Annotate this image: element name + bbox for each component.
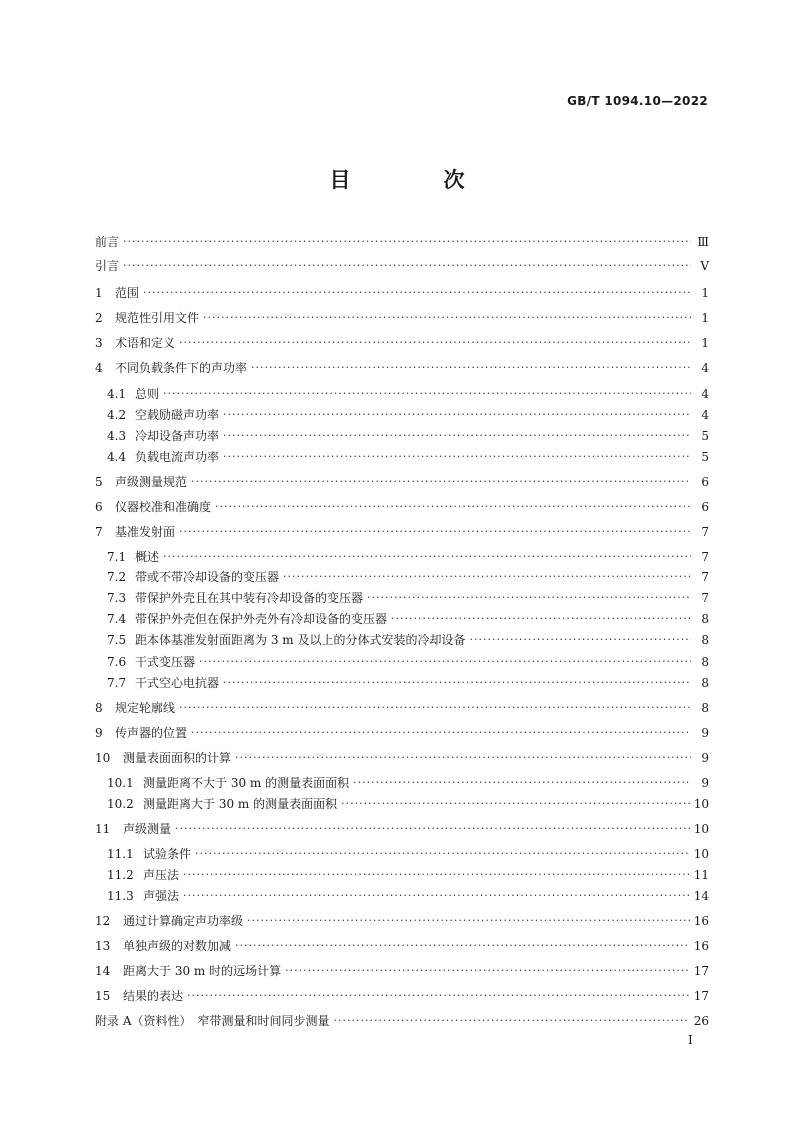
toc-text: 单独声级的对数加减	[123, 939, 232, 953]
toc-text: 测量表面面积的计算	[123, 751, 232, 765]
toc-text: 规定轮廓线	[115, 701, 176, 715]
toc-text: 引言	[95, 259, 120, 273]
toc-subentry[interactable]	[107, 771, 709, 791]
toc-text: 冷却设备声功率	[135, 429, 220, 443]
toc-text: 前言	[95, 235, 120, 249]
toc-entry[interactable]	[95, 281, 709, 301]
toc-page-number: 26	[693, 1014, 709, 1028]
dot-leader	[223, 428, 691, 444]
dot-leader	[123, 234, 691, 250]
dot-leader	[367, 590, 691, 606]
toc-subentry[interactable]	[107, 671, 709, 691]
toc-page-number: 7	[701, 591, 709, 605]
dot-leader	[163, 549, 691, 565]
toc-number: 2	[95, 311, 103, 325]
toc-page-number: 4	[701, 361, 709, 375]
toc-number: 14	[95, 964, 111, 978]
toc-text: 传声器的位置	[115, 726, 188, 740]
toc-entry[interactable]	[95, 356, 709, 376]
toc-number: 7.6	[107, 655, 127, 669]
toc-page-number: 7	[701, 570, 709, 584]
toc-page-number: 11	[693, 868, 709, 882]
dot-leader	[283, 569, 691, 585]
dot-leader	[143, 285, 691, 301]
toc-number: 4.1	[107, 387, 127, 401]
toc-page-number: 10	[693, 822, 709, 836]
toc-page-number: 8	[701, 655, 709, 669]
dot-leader	[163, 386, 691, 402]
dot-leader	[353, 775, 691, 791]
toc-text: 带或不带冷却设备的变压器	[135, 570, 280, 584]
dot-leader	[175, 821, 690, 837]
toc-page-number: 16	[693, 939, 709, 953]
toc-entry[interactable]	[95, 817, 709, 837]
toc-number: 12	[95, 914, 111, 928]
toc-page-number: Ⅲ	[697, 235, 709, 249]
toc-text: 距离大于 30 m 时的远场计算	[123, 964, 282, 978]
toc-number: 4.4	[107, 450, 127, 464]
dot-leader	[179, 335, 691, 351]
toc-page-number: 14	[693, 889, 709, 903]
toc-number: 3	[95, 336, 103, 350]
dot-leader	[199, 654, 691, 670]
toc-text: 带保护外壳且在其中装有冷却设备的变压器	[135, 591, 364, 605]
toc-number: 11.2	[107, 868, 134, 882]
toc-text: 不同负载条件下的声功率	[115, 361, 248, 375]
toc-subentry[interactable]	[107, 424, 709, 444]
toc-page-number: 17	[693, 989, 709, 1003]
dot-leader	[183, 867, 690, 883]
toc-number: 15	[95, 989, 111, 1003]
toc-text: 结果的表达	[123, 989, 184, 1003]
dot-leader	[235, 938, 690, 954]
toc-number: 11.1	[107, 847, 134, 861]
dot-leader	[247, 913, 690, 929]
toc-page-number: 16	[693, 914, 709, 928]
toc-text: 声压法	[143, 868, 180, 882]
page-title: 目 次	[329, 168, 501, 192]
dot-leader	[235, 750, 691, 766]
dot-leader	[123, 258, 691, 274]
toc-number: 7.2	[107, 570, 127, 584]
dot-leader	[391, 611, 691, 627]
toc-number: 7.4	[107, 612, 127, 626]
toc-page-number: 10	[693, 847, 709, 861]
dot-leader	[333, 1013, 689, 1029]
dot-leader	[469, 632, 691, 648]
toc-entry[interactable]	[95, 254, 709, 274]
toc-entry[interactable]	[95, 696, 709, 716]
toc-text: 空载励磁声功率	[135, 408, 220, 422]
toc-page-number: 4	[701, 408, 709, 422]
toc-subentry[interactable]	[107, 628, 709, 648]
toc-subentry[interactable]	[107, 565, 709, 585]
toc-subentry[interactable]	[107, 863, 709, 883]
toc-number: 1	[95, 286, 103, 300]
dot-leader	[285, 963, 690, 979]
dot-leader	[223, 675, 691, 691]
toc-number: 7	[95, 525, 103, 539]
toc-number: 9	[95, 726, 103, 740]
toc-text: 声强法	[143, 889, 180, 903]
toc-number: 10.2	[107, 797, 134, 811]
toc-page-number: Ⅴ	[700, 259, 709, 273]
toc-entry[interactable]	[95, 1009, 709, 1029]
toc-number: 4.3	[107, 429, 127, 443]
dot-leader	[191, 725, 691, 741]
toc-page-number: 1	[701, 336, 709, 350]
toc-entry[interactable]	[95, 470, 709, 490]
dot-leader	[215, 499, 691, 515]
toc-subentry[interactable]	[107, 842, 709, 862]
toc-page-number: 5	[701, 450, 709, 464]
toc-page-number: 6	[701, 500, 709, 514]
toc-entry[interactable]	[95, 331, 709, 351]
toc-number: 7.3	[107, 591, 127, 605]
toc-text: 仪器校准和准确度	[115, 500, 212, 514]
toc-text: 带保护外壳但在保护外壳外有冷却设备的变压器	[135, 612, 388, 626]
toc-page-number: 7	[701, 550, 709, 564]
dot-leader	[179, 524, 691, 540]
toc-entry[interactable]	[95, 909, 709, 929]
toc-text: 附录 A（资料性） 窄带测量和时间同步测量	[95, 1014, 330, 1028]
toc-text: 测量距离大于 30 m 的测量表面面积	[143, 797, 338, 811]
toc-text: 概述	[135, 550, 160, 564]
toc-entry[interactable]	[95, 959, 709, 979]
toc-page-number: 10	[693, 797, 709, 811]
toc-entry[interactable]	[95, 721, 709, 741]
toc-subentry[interactable]	[107, 650, 709, 670]
toc-page-number: 8	[701, 676, 709, 690]
toc-subentry[interactable]	[107, 382, 709, 402]
dot-leader	[187, 988, 690, 1004]
toc-subentry[interactable]	[107, 586, 709, 606]
toc-page-number: 17	[693, 964, 709, 978]
dot-leader	[223, 449, 691, 465]
dot-leader	[251, 360, 691, 376]
toc-text: 测量距离不大于 30 m 的测量表面面积	[143, 776, 350, 790]
toc-entry[interactable]	[95, 520, 709, 540]
toc-text: 距本体基准发射面距离为 3 m 及以上的分体式安装的冷却设备	[135, 633, 466, 647]
toc-page-number: 8	[701, 633, 709, 647]
toc-page-number: 5	[701, 429, 709, 443]
toc-number: 4	[95, 361, 103, 375]
toc-page-number: 1	[701, 311, 709, 325]
toc-number: 7.1	[107, 550, 127, 564]
toc-entry[interactable]	[95, 495, 709, 515]
toc-text: 术语和定义	[115, 336, 176, 350]
toc-number: 11.3	[107, 889, 134, 903]
toc-number: 10	[95, 751, 111, 765]
toc-page-number: 9	[701, 751, 709, 765]
toc-page-number: 8	[701, 612, 709, 626]
toc-text: 基准发射面	[115, 525, 176, 539]
toc-number: 7.7	[107, 676, 127, 690]
dot-leader	[195, 846, 690, 862]
toc-subentry[interactable]	[107, 884, 709, 904]
toc-page-number: 9	[701, 726, 709, 740]
dot-leader	[179, 700, 691, 716]
toc-subentry[interactable]	[107, 445, 709, 465]
toc-number: 13	[95, 939, 111, 953]
toc-entry[interactable]	[95, 746, 709, 766]
toc-number: 7.5	[107, 633, 127, 647]
toc-text: 声级测量规范	[115, 475, 188, 489]
toc-text: 通过计算确定声功率级	[123, 914, 244, 928]
dot-leader	[203, 310, 691, 326]
toc-text: 干式空心电抗器	[135, 676, 220, 690]
toc-page-number: 7	[701, 525, 709, 539]
toc-number: 8	[95, 701, 103, 715]
dot-leader	[183, 888, 690, 904]
toc-subentry[interactable]	[107, 403, 709, 423]
toc-text: 试验条件	[143, 847, 192, 861]
toc-entry[interactable]	[95, 230, 709, 250]
toc-page-number: 9	[701, 776, 709, 790]
toc-subentry[interactable]	[107, 792, 709, 812]
toc-subentry[interactable]	[107, 545, 709, 565]
toc-number: 6	[95, 500, 103, 514]
toc-text: 干式变压器	[135, 655, 196, 669]
toc-page-number: 8	[701, 701, 709, 715]
dot-leader	[223, 407, 691, 423]
toc-text: 声级测量	[123, 822, 172, 836]
standard-code: GB/T 1094.10—2022	[567, 94, 708, 108]
toc-text: 规范性引用文件	[115, 311, 200, 325]
toc-number: 11	[95, 822, 111, 836]
toc-number: 5	[95, 475, 103, 489]
toc-entry[interactable]	[95, 934, 709, 954]
toc-page-number: 1	[701, 286, 709, 300]
toc-text: 总则	[135, 387, 160, 401]
toc-text: 范围	[115, 286, 140, 300]
toc-subentry[interactable]	[107, 607, 709, 627]
dot-leader	[191, 474, 691, 490]
toc-text: 负载电流声功率	[135, 450, 220, 464]
dot-leader	[341, 796, 690, 812]
toc-number: 4.2	[107, 408, 127, 422]
toc-page-number: 6	[701, 475, 709, 489]
page-folio: I	[688, 1033, 693, 1047]
toc-entry[interactable]	[95, 306, 709, 326]
toc-entry[interactable]	[95, 984, 709, 1004]
toc-page-number: 4	[701, 387, 709, 401]
toc-number: 10.1	[107, 776, 134, 790]
